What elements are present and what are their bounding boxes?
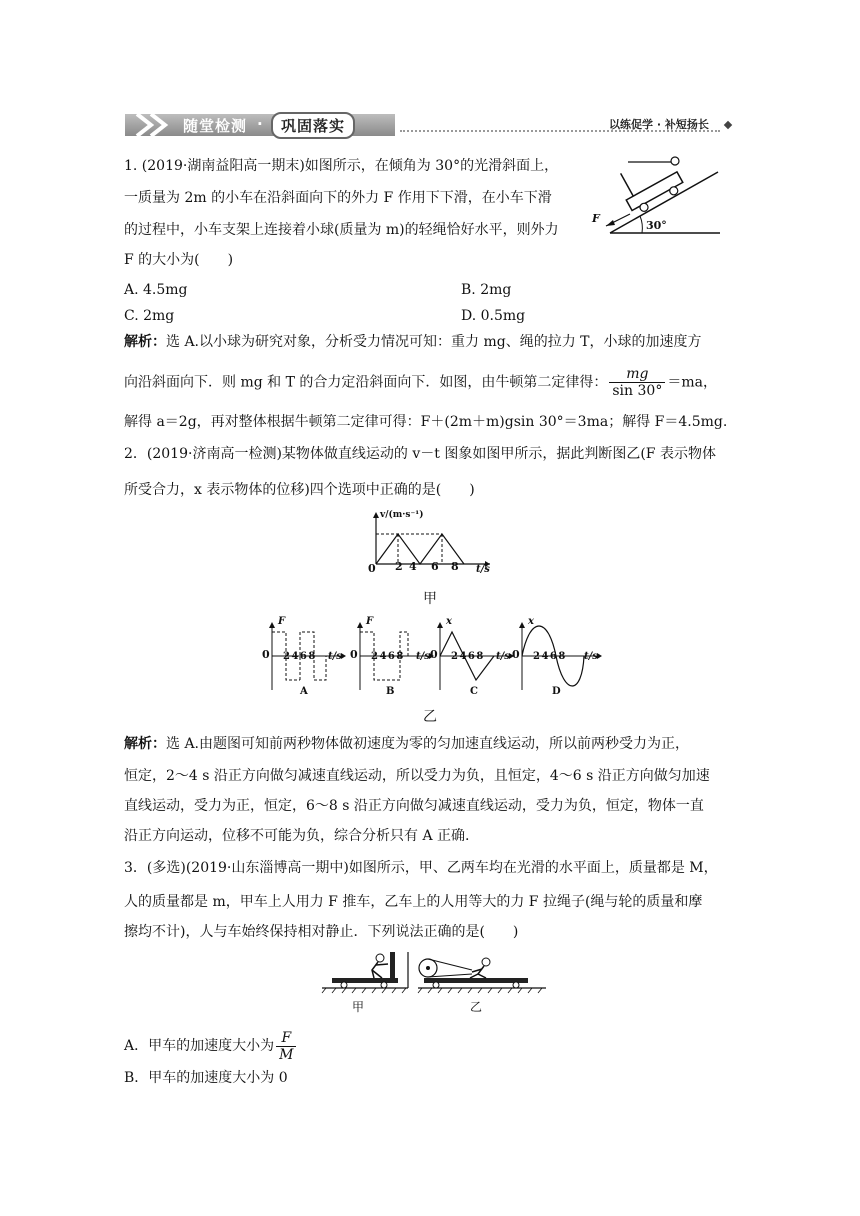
q1-option-b: B. 2mg [461,282,512,298]
caption-yi: 乙 [423,709,437,725]
q3-option-a-numerator: F [276,1030,296,1047]
double-chevron-icon [133,112,177,138]
q1-fraction-denominator: sin 30° [612,383,663,399]
graph-a-label: A [300,686,308,697]
q1-stem-line2: 一质量为 2m 的小车在沿斜面向下的外力 F 作用下下滑，在小车下滑 [124,190,552,206]
graph-b-ylabel: F [366,616,374,627]
banner-title-primary: 随堂检测 [183,117,248,135]
graph-jia-origin: 0 [368,562,376,575]
q2-stem-line2: 所受合力，x 表示物体的位移)四个选项中正确的是( ) [124,482,475,498]
graph-jia-xlabel: t/s [476,564,490,575]
q3-option-a-denominator: M [279,1046,294,1063]
graph-yi-origin: 0 [512,648,520,661]
q1-option-c: C. 2mg [124,308,175,324]
graph-jia-tick: 4 [409,560,417,573]
q2-analysis-line1 [124,734,689,754]
banner-separator: · [257,115,263,133]
q3-option-b: B．甲车的加速度大小为 0 [124,1070,288,1086]
graph-jia-tick: 2 [395,560,403,573]
q1-analysis-line3: 解得 a＝2g，再对整体根据牛顿第二定律可得：F＋(2m＋m)gsin 30°＝3ma；解得 F＝4.5mg. [124,414,728,430]
graph-c-label: C [470,686,478,697]
q1-force-label: F [592,212,600,225]
q1-fraction-numerator: mg [609,366,665,383]
q2-analysis-line2: 恒定，2～4 s 沿正方向做匀减速直线运动，所以受力为负，且恒定，4～6 s 沿正方向做匀加速 [124,768,710,784]
graph-a-ylabel: F [278,616,286,627]
q2-analysis-line3: 直线运动，受力为正，恒定，6～8 s 沿正方向做匀减速直线运动，受力为负，恒定，物体一直 [124,798,704,814]
q1-stem-line3: 的过程中，小车支架上连接着小球(质量为 m)的轻绳恰好水平，则外力 [124,222,559,238]
graph-yi-origin: 0 [430,648,438,661]
section-banner [125,108,737,138]
banner-slogan: 以练促学 · 补短扬长 [609,118,709,131]
q1-stem-line1: 1. (2019·湖南益阳高一期末)如图所示，在倾角为 30°的光滑斜面上， [124,158,559,174]
q1-analysis-text1: 选 A.以小球为研究对象，分析受力情况可知：重力 mg、绳的拉力 T，小球的加速度方 [166,334,702,350]
caption-jia: 甲 [423,591,437,607]
q1-analysis-text2: 向沿斜面向下．则 mg 和 T 的合力定沿斜面向下．如图，由牛顿第二定律得： [124,374,608,391]
q1-analysis-line1 [124,332,701,352]
diamond-icon [724,121,732,129]
q3-option-a-fraction [276,1030,296,1063]
q3-fig-label-jia: 甲 [352,1000,365,1014]
q1-analysis-line2 [124,366,717,399]
graph-a-ticks: 2 4 6 8 [283,651,316,662]
q2-analysis-label: 解析： [124,736,166,752]
q3-stem-line1: 3．(多选)(2019·山东淄博高一期中)如图所示，甲、乙两车均在光滑的水平面上，质量都是 M， [124,860,718,876]
graph-jia-tick: 6 [431,560,439,573]
q3-option-a-text: A．甲车的加速度大小为 [124,1038,275,1054]
banner-title-secondary: 巩固落实 [271,112,355,139]
q3-carts-figure [318,948,550,996]
graph-d-label: D [552,686,561,697]
q1-stem-line4: F 的大小为( ) [124,252,234,268]
q2-analysis-text1: 选 A.由题图可知前两秒物体做初速度为零的匀加速直线运动，所以前两秒受力为正， [166,736,690,752]
q1-analysis-text2b: ＝ma， [667,374,717,391]
graph-d-ylabel: x [528,616,534,627]
graph-c-ticks: 2 4 6 8 [451,651,484,662]
q3-option-a [124,1028,298,1064]
q1-analysis-label: 解析： [124,334,166,350]
graph-d-xlabel: t/s [584,651,598,662]
graph-jia-ylabel: v/(m·s⁻¹) [380,510,424,520]
q1-fraction [609,366,665,399]
graph-c-ylabel: x [446,616,452,627]
graph-c-xlabel: t/s [496,651,510,662]
graph-yi-origin: 0 [262,648,270,661]
q3-stem-line2: 人的质量都是 m，甲车上人用力 F 推车，乙车上的人用等大的力 F 拉绳子(绳与轮的质量和摩 [124,894,703,910]
graph-jia-tick: 8 [451,560,459,573]
q3-stem-line3: 擦均不计)，人与车始终保持相对静止．下列说法正确的是( ) [124,924,519,940]
graph-d-ticks: 2 4 6 8 [533,651,566,662]
graph-b-label: B [386,686,395,697]
q1-option-a: A. 4.5mg [124,282,188,298]
graph-a-xlabel: t/s [328,651,342,662]
q1-angle-label: 30° [646,219,667,232]
q2-stem-line1: 2．(2019·济南高一检测)某物体做直线运动的 v－t 图象如图甲所示，据此判断图乙(F 表示物体 [124,446,716,462]
q2-analysis-line4: 沿正方向运动，位移不可能为负，综合分析只有 A 正确. [124,828,470,844]
q1-option-d: D. 0.5mg [461,308,526,324]
q3-fig-label-yi: 乙 [470,1000,483,1014]
graph-b-xlabel: t/s [416,651,430,662]
graph-b-ticks: 2 4 6 8 [371,651,404,662]
graph-yi-origin: 0 [350,648,358,661]
